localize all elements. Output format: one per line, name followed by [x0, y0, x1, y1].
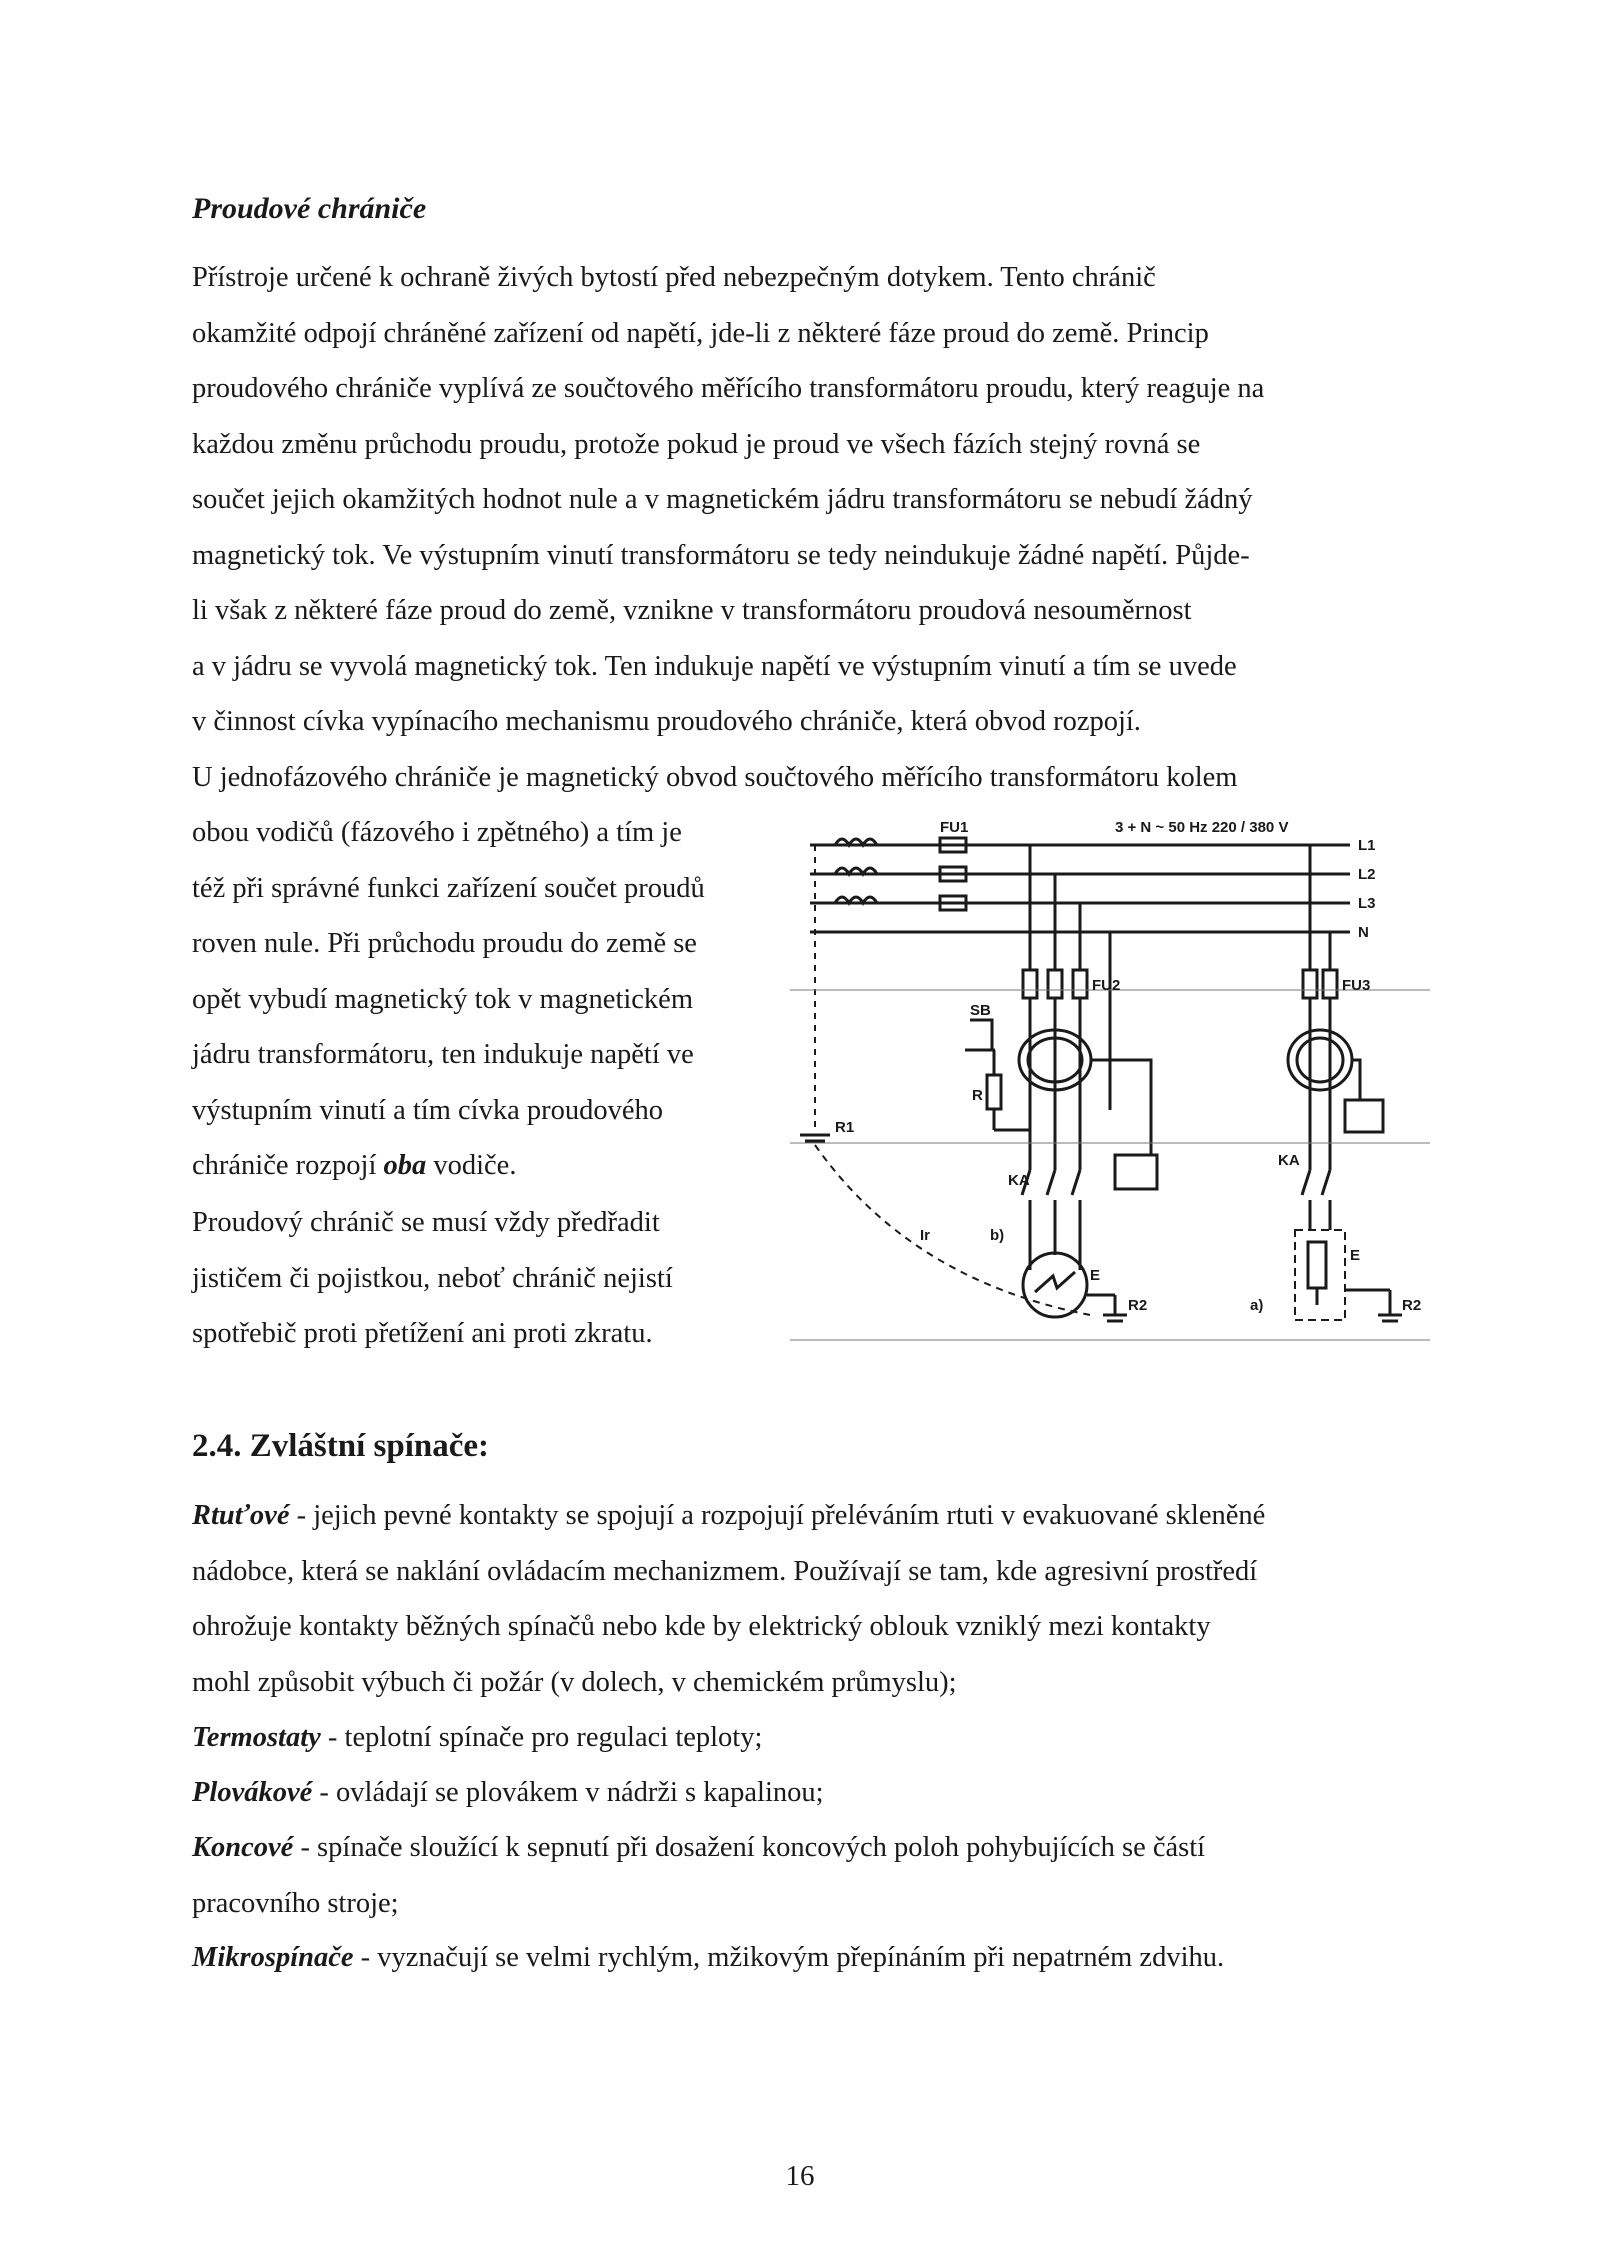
- term-mercury: Rtuťové: [192, 1500, 290, 1531]
- text-line: li však z některé fáze proud do země, vznikne v transformátoru proudová nesouměrnost: [192, 595, 1192, 626]
- text-line: každou změnu průchodu proudu, protože pokud je proud ve všech fázích stejný rovná se: [192, 428, 1201, 460]
- line-label-n: N: [1358, 924, 1369, 941]
- text-line: proudového chrániče vyplívá ze součtového měřícího transformátoru proudu, který reaguje na: [192, 373, 1265, 404]
- definition-text: - vyznačují se velmi rychlým, mžikovým přepínáním při nepatrném zdvihu.: [353, 1942, 1225, 1973]
- text-line: obou vodičů (fázového i zpětného) a tím je: [192, 817, 682, 848]
- switch-thermostat: [192, 1710, 1392, 1766]
- protection-heading: Proudové chrániče: [192, 192, 427, 225]
- fuse-fu2-label: FU2: [1092, 977, 1121, 994]
- enclosure-e-label-a: E: [1350, 1247, 1361, 1264]
- text-line: [192, 1930, 1392, 1986]
- paragraph-principle: [192, 250, 1392, 750]
- text-line: magnetický tok. Ve výstupním vinutí transformátoru se tedy neindukuje žádné napětí. Půjde-: [192, 539, 1250, 571]
- rcd-circuit-diagram: [790, 810, 1430, 1350]
- text-line: Proudový chránič se musí vždy předřadit: [192, 1207, 660, 1238]
- text-line: pracovního stroje;: [192, 1887, 399, 1919]
- enclosure-e-label-b: E: [1090, 1267, 1101, 1284]
- term-float: Plovákové: [192, 1777, 313, 1808]
- text-line: ohrožuje kontakty běžných spínačů nebo kde by elektrický oblouk vzniklý mezi kontakty: [192, 1611, 1211, 1642]
- definition-text: - spínače sloužící k sepnutí při dosažení koncových poloh pohybujících se částí: [293, 1832, 1206, 1863]
- text-line: okamžité odpojí chráněné zařízení od napětí, jde-li z některé fáze proud do země. Princip: [192, 317, 1209, 349]
- line-label-l3: L3: [1358, 895, 1376, 912]
- text-segment: vodiče.: [426, 1150, 517, 1181]
- text-line: spotřebič proti přetížení ani proti zkratu.: [192, 1318, 653, 1349]
- text-line: [192, 1138, 792, 1194]
- text-line: výstupním vinutí a tím cívka proudového: [192, 1094, 663, 1126]
- section-title: 2.4. Zvláštní spínače:: [192, 1428, 490, 1464]
- contactor-ka-label-a: KA: [1278, 1152, 1300, 1169]
- earth-r2-label-a: R2: [1402, 1297, 1422, 1314]
- text-line: součet jejich okamžitých hodnot nule a v magnetickém jádru transformátoru se nebudí žádný: [192, 484, 1253, 515]
- definition-text: - teplotní spínače pro regulaci teploty;: [320, 1722, 763, 1753]
- text-line: mohl způsobit výbuch či požár (v dolech, v chemickém průmyslu);: [192, 1666, 957, 1698]
- text-line: roven nule. Při průchodu proudu do země se: [192, 928, 697, 959]
- fuse-fu1-label: FU1: [940, 819, 969, 836]
- switch-mercury: [192, 1488, 1392, 1710]
- line-label-l1: L1: [1358, 837, 1376, 854]
- text-line: jističem či pojistkou, neboť chránič nejistí: [192, 1262, 673, 1294]
- text-line: též při správné funkci zařízení součet proudů: [192, 872, 705, 904]
- page-number: 16: [785, 2160, 815, 2192]
- button-sb-label: SB: [970, 1002, 991, 1019]
- text-line: v činnost cívka vypínacího mechanismu proudového chrániče, která obvod rozpojí.: [192, 706, 1141, 737]
- text-line: [192, 1488, 1392, 1544]
- line-label-l2: L2: [1358, 866, 1376, 883]
- term-limit: Koncové: [192, 1832, 294, 1863]
- paragraph-single-phase: [192, 805, 792, 1194]
- text-line: [192, 1820, 1392, 1876]
- paragraph-breaker-note: [192, 1195, 792, 1362]
- paragraph-single-phase-intro: [192, 750, 1392, 806]
- text-line: U jednofázového chrániče je magnetický obvod součtového měřícího transformátoru kolem: [192, 762, 1238, 793]
- text-segment: chrániče rozpojí: [192, 1150, 384, 1181]
- term-micro: Mikrospínače: [192, 1942, 354, 1973]
- term-thermostat: Termostaty: [192, 1722, 321, 1753]
- text-line: Přístroje určené k ochraně živých bytostí před nebezpečným dotykem. Tento chránič: [192, 262, 1156, 293]
- definition-text: - jejich pevné kontakty se spojují a rozpojují přeléváním rtuti v evakuované skleněné: [289, 1500, 1266, 1531]
- fault-current-label: Ir: [920, 1227, 931, 1244]
- earth-r2-label-b: R2: [1128, 1297, 1148, 1314]
- variant-b-label: b): [990, 1227, 1005, 1244]
- text-line: opět vybudí magnetický tok v magnetickém: [192, 983, 694, 1015]
- text-line: a v jádru se vyvolá magnetický tok. Ten indukuje napětí ve výstupním vinutí a tím se uvede: [192, 650, 1237, 682]
- supply-spec-label: 3 + N ~ 50 Hz 220 / 380 V: [1115, 819, 1289, 836]
- text-line: [192, 1710, 1392, 1766]
- earth-r1-label: R1: [835, 1119, 855, 1136]
- contactor-ka-label-b: KA: [1008, 1172, 1030, 1189]
- emphasis-oba: oba: [383, 1150, 427, 1181]
- text-line: nádobce, která se naklání ovládacím mechanizmem. Používají se tam, kde agresivní prostředí: [192, 1555, 1258, 1587]
- text-line: [192, 1765, 1392, 1821]
- fuse-fu3-label: FU3: [1342, 977, 1371, 994]
- switch-limit: [192, 1820, 1392, 1931]
- switch-micro: [192, 1930, 1392, 1986]
- definition-text: - ovládají se plovákem v nádrži s kapalinou;: [312, 1777, 824, 1808]
- variant-a-label: a): [1250, 1297, 1264, 1314]
- text-line: jádru transformátoru, ten indukuje napětí ve: [192, 1039, 694, 1070]
- resistor-r-label: R: [972, 1087, 983, 1104]
- switch-float: [192, 1765, 1392, 1821]
